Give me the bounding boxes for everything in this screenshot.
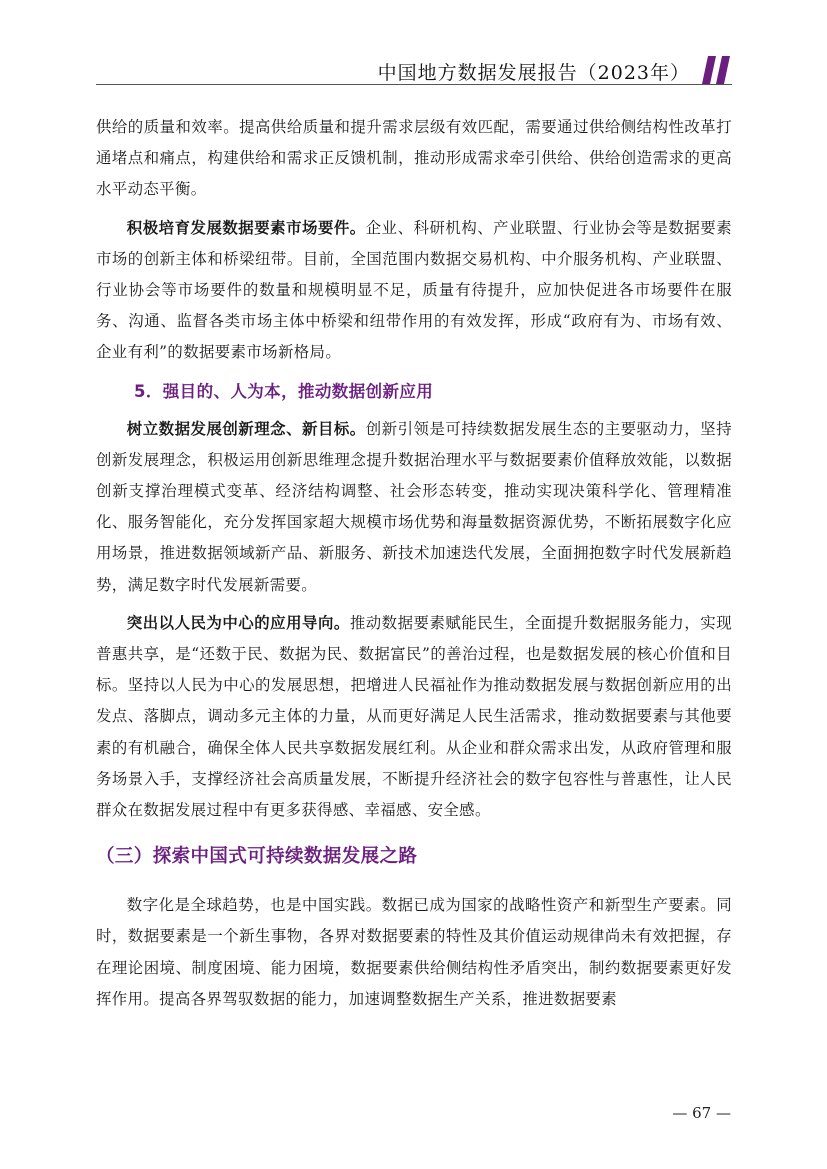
section-heading-5: 5．强目的、人为本，推动数据创新应用	[134, 381, 434, 401]
paragraph-continued: 供给的质量和效率。提高供给质量和提升需求层级有效匹配，需要通过供给侧结构性改革打通堵点和痛点，构建供给和需求正反馈机制，推动形成需求牵引供给、供给创造需求的更高水平动态平衡。	[96, 118, 732, 199]
paragraph-people-centered	[96, 608, 732, 826]
paragraph-market-elements	[96, 213, 732, 369]
report-title: 中国地方数据发展报告（2023年）	[377, 62, 690, 84]
paragraph-digitalization: 数字化是全球趋势，也是中国实践。数据已成为国家的战略性资产和新型生产要素。同时，数据要素是一个新生事物，各界对数据要素的特性及其价值运动规律尚未有效把握，存在理论困境、制度困境、能力困境，数据要素供给侧结构性矛盾突出，制约数据要素更好发挥作用。提高各界驾驭数据的能力，加速调整数据生产关系，推进数据要素	[96, 896, 732, 1008]
paragraph-innovation	[96, 414, 732, 601]
double-slash-icon	[702, 56, 732, 84]
paragraph-body: 企业、科研机构、产业联盟、行业协会等是数据要素市场的创新主体和桥梁纽带。目前，全国范围内数据交易机构、中介服务机构、产业联盟、行业协会等市场要件的数量和规模明显不足，质量有待提升，应加快促进各市场要件在服务、沟通、监督各类市场主体中桥梁和纽带作用的有效发挥，形成“政府有为、市场有效、企业有利”的数据要素市场新格局。	[96, 218, 732, 362]
paragraph-body: 创新引领是可持续数据发展生态的主要驱动力，坚持创新发展理念，积极运用创新思维理念提升数据治理水平与数据要素价值释放效能，以数据创新支撑治理模式变革、经济结构调整、社会形态转变，推动实现决策科学化、管理精准化、服务智能化，充分发挥国家超大规模市场优势和海量数据资源优势，不断拓展数字化应用场景，推进数据领域新产品、新服务、新技术加速迭代发展，全面拥抱数字时代发展新趋势，满足数字时代发展新需要。	[96, 419, 732, 594]
paragraph-lead: 树立数据发展创新理念、新目标。	[126, 419, 366, 438]
page-header	[96, 52, 732, 86]
section-heading-3: （三）探索中国式可持续数据发展之路	[96, 846, 418, 868]
header-rule	[96, 84, 732, 85]
body-text	[96, 112, 732, 1022]
paragraph-body: 推动数据要素赋能民生，全面提升数据服务能力，实现普惠共享，是“还数于民、数据为民、数据富民”的善治过程，也是数据发展的核心价值和目标。坚持以人民为中心的发展思想，把增进人民福祉作为推动数据发展与数据创新应用的出发点、落脚点，调动多元主体的力量，从而更好满足人民生活需求，推动数据要素与其他要素的有机融合，确保全体人民共享数据发展红利。从企业和群众需求出发，从政府管理和服务场景入手，支撑经济社会高质量发展，不断提升经济社会的数字包容性与普惠性，让人民群众在数据发展过程中有更多获得感、幸福感、安全感。	[96, 613, 732, 820]
paragraph-lead: 突出以人民为中心的应用导向。	[126, 613, 350, 632]
page-number: — 67 —	[672, 1104, 731, 1122]
paragraph-lead: 积极培育发展数据要素市场要件。	[126, 218, 366, 237]
